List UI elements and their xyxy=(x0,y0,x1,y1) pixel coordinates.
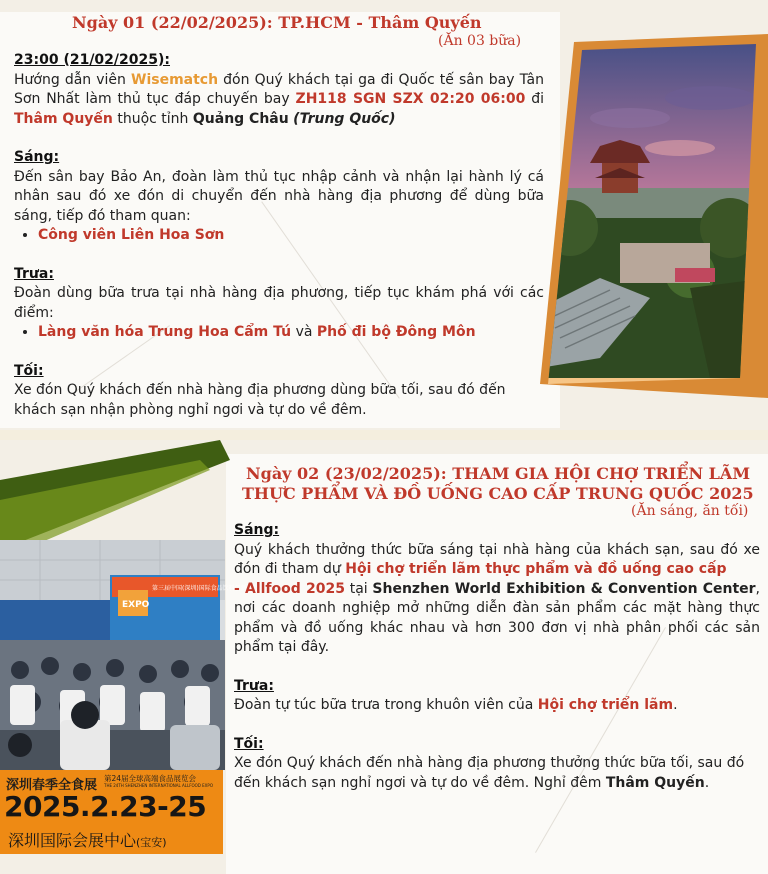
morning-places xyxy=(14,226,544,246)
expo-sign-text: EXPO xyxy=(122,600,150,610)
lianhuashan-park-photo xyxy=(540,28,768,398)
banner-subtitle: 第24届全球高端食品展览会 xyxy=(104,774,197,783)
morning-text: tại xyxy=(344,580,373,597)
banner-venue xyxy=(8,828,167,851)
morning-text: Đến sân bay Bảo An, đoàn làm thủ tục nhập cảnh và nhận lại hành lý cá nhân sau đó xe đón di chuyển đến nhà hàng địa phương để dùng bữa sáng, tiếp đó tham quan: xyxy=(14,168,544,224)
evening-text: Xe đón Quý khách đến nhà hàng địa phương dùng bữa tối, sau đó đến khách sạn nhận phòng nghỉ ngơi và tự do về đêm. xyxy=(14,382,506,418)
city-name: Thâm Quyến xyxy=(14,110,113,127)
list-item xyxy=(38,323,544,343)
flight-info: ZH118 SGN SZX 02:20 06:00 xyxy=(295,91,526,107)
province-name: Quảng Châu xyxy=(192,110,289,127)
evening-heading: Tối: xyxy=(234,735,264,752)
expo-banner xyxy=(0,770,223,854)
venue-name: Shenzhen World Exhibition & Convention Center xyxy=(372,580,756,597)
brand-name: Wisematch xyxy=(131,71,219,88)
noon-heading: Trưa: xyxy=(234,677,274,694)
day2-title-line1: Ngày 02 (23/02/2025): THAM GIA HỘI CHỢ TRIỂN LÃM xyxy=(246,464,751,483)
list-item xyxy=(38,226,544,246)
noon-text: . xyxy=(673,697,678,713)
noon-places xyxy=(14,323,544,343)
day1-title: Ngày 01 (22/02/2025): TP.HCM - Thâm Quyến xyxy=(72,13,482,32)
place-jinxiu: Làng văn hóa Trung Hoa Cẩm Tú xyxy=(38,324,292,340)
banner-title: 深圳春季全食展 xyxy=(6,778,98,793)
morning-paragraph xyxy=(234,541,760,658)
intro-text: Hướng dẫn viên xyxy=(14,71,131,88)
noon-text: Đoàn tự túc bữa trưa trong khuôn viên của xyxy=(234,697,538,713)
banner-english: THE 24TH SHENZHEN INTERNATIONAL ALLFOOD EXPO xyxy=(104,783,213,788)
banner-dates: 2025.2.23-25 xyxy=(4,790,207,823)
fair-allfood: - Allfood 2025 xyxy=(234,580,345,597)
place-lianhuashan: Công viên Liên Hoa Sơn xyxy=(38,227,225,243)
day2-meals: (Ăn sáng, ăn tối) xyxy=(631,503,749,519)
noon-paragraph xyxy=(234,696,760,716)
day1-itinerary xyxy=(14,51,544,420)
day2-title-line2: THỰC PHẨM VÀ ĐỒ UỐNG CAO CẤP TRUNG QUỐC 2025 xyxy=(242,484,754,503)
intro-text: thuộc tỉnh xyxy=(112,110,193,127)
day1-panel xyxy=(0,0,768,430)
fair-place: Hội chợ triển lãm xyxy=(537,697,674,713)
evening-text: Xe đón Quý khách đến nhà hàng địa phương thưởng thức bữa tối, sau đó đến khách sạn nghỉ ngơi và tự do về đêm. Nghỉ đêm xyxy=(234,755,745,791)
noon-heading: Trưa: xyxy=(14,265,54,282)
day2-itinerary xyxy=(234,521,760,793)
time-heading: 23:00 (21/02/2025): xyxy=(14,52,170,68)
banner-venue-name: 深圳国际会展中心 xyxy=(8,831,137,850)
morning-heading: Sáng: xyxy=(14,149,60,165)
intro-paragraph xyxy=(14,71,544,130)
stage-text: 第三届中国(深圳)国际食品饮料创新大会 xyxy=(152,585,259,592)
place-dongmen: Phố đi bộ Đông Môn xyxy=(316,324,476,340)
morning-text: , nơi các doanh nghiệp mở những diễn đàn sản phẩm các mặt hàng thực phẩm và đồ uống khác nhau và hơn 300 đơn vị nhà phân phối các sản phẩm tại đây. xyxy=(234,580,760,655)
evening-heading: Tối: xyxy=(14,362,44,379)
evening-paragraph xyxy=(234,754,760,793)
conjunction: và xyxy=(291,324,317,340)
morning-heading: Sáng: xyxy=(234,522,280,538)
banner-venue-suffix: (宝安) xyxy=(136,836,167,849)
day2-panel xyxy=(0,440,768,874)
day1-meals: (Ăn 03 bữa) xyxy=(438,33,522,49)
city-name: Thâm Quyến xyxy=(605,774,705,791)
intro-text: đi xyxy=(525,91,544,107)
evening-text: . xyxy=(704,774,710,791)
morning-text: Quý khách thưởng thức bữa sáng tại nhà hàng của khách sạn, sau đó xe đón đi tham dự xyxy=(234,541,760,577)
fair-name: Hội chợ triển lãm thực phẩm và đồ uống cao cấp xyxy=(345,561,727,577)
noon-text: Đoàn dùng bữa trưa tại nhà hàng địa phương, tiếp tục khám phá với các điểm: xyxy=(14,285,544,321)
country-name: (Trung Quốc) xyxy=(293,110,396,127)
intro-text: đón Quý khách tại ga đi Quốc tế sân bay Tân Sơn Nhất làm thủ tục đáp chuyến bay xyxy=(14,71,544,107)
